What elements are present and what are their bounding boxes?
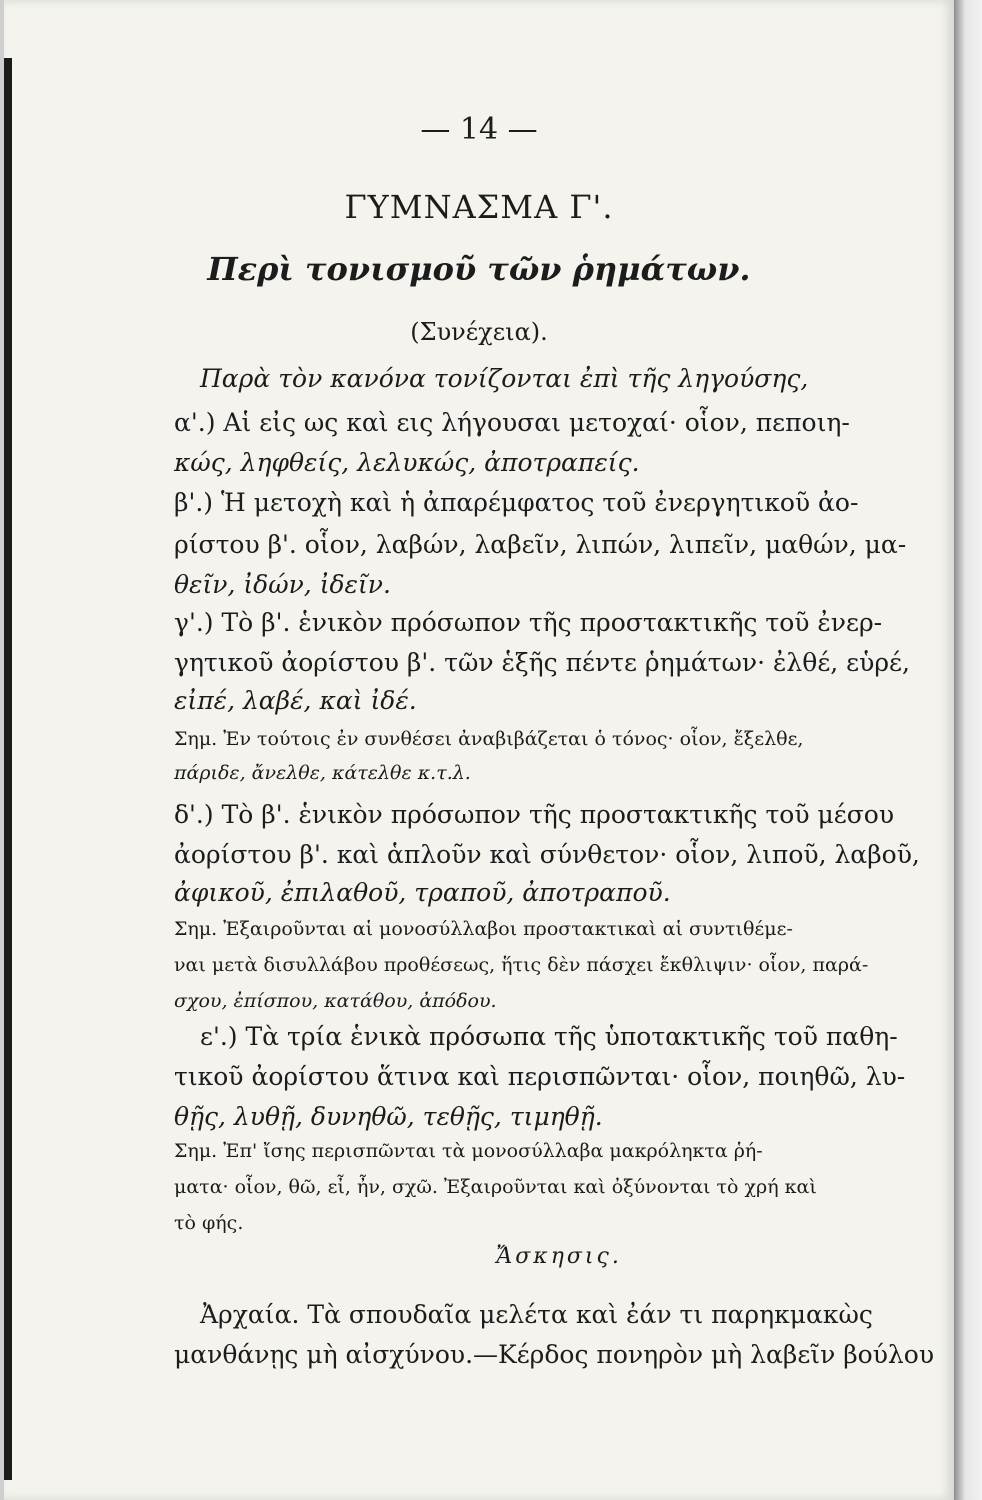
text-line: ἀφικοῦ, ἐπιλαθοῦ, τραποῦ, ἀποτραποῦ. [174,878,671,907]
book-page [4,0,954,1500]
text-line: γ'.) Τὸ β'. ἑνικὸν πρόσωπον τῆς προστακτικῆς τοῦ ἐνερ- [174,608,883,637]
note-line: ναι μετὰ δισυλλάβου προθέσεως, ἥτις δὲν πάσχει ἔκθλιψιν· οἷον, παρά- [174,954,869,976]
page-number: — 14 — [420,112,538,147]
note-line: πάριδε, ἄνελθε, κάτελθε κ.τ.λ. [174,762,471,784]
section-title: Περὶ τονισμοῦ τῶν ῥημάτων. [207,250,751,288]
text-line: γητικοῦ ἀορίστου β'. τῶν ἑξῆς πέντε ῥημάτων· ἐλθέ, εὑρέ, [174,648,910,677]
text-line: δ'.) Τὸ β'. ἑνικὸν πρόσωπον τῆς προστακτικῆς τοῦ μέσου [174,800,895,829]
text-line: ρίστου β'. οἷον, λαβών, λαβεῖν, λιπών, λιπεῖν, μαθών, μα- [174,530,907,559]
book-binding [954,0,982,1500]
exercise-title: Ἄσκησις. [496,1244,622,1269]
note-line: Σημ. Ἐξαιροῦνται αἱ μονοσύλλαβοι προστακτικαὶ αἱ συντιθέμε- [174,918,793,940]
text-line: τικοῦ ἀορίστου ἅτινα καὶ περισπῶνται· οἷον, ποιηθῶ, λυ- [174,1062,906,1091]
note-line: σχου, ἐπίσπου, κατάθου, ἀπόδου. [174,990,497,1012]
note-line: ματα· οἷον, θῶ, εἶ, ἦν, σχῶ. Ἐξαιροῦνται καὶ ὀξύνονται τὸ χρή καὶ [174,1176,817,1198]
text-line: κώς, ληφθείς, λελυκώς, ἀποτραπείς. [174,448,640,477]
text-line: α'.) Αἱ εἰς ως καὶ εις λήγουσαι μετοχαί· οἷον, πεποιη- [174,408,850,437]
note-line: Σημ. Ἐπ' ἴσης περισπῶνται τὰ μονοσύλλαβα μακρόληκτα ῥή- [174,1140,763,1162]
note-line: τὸ φής. [174,1212,244,1234]
exercise-line: Ἀρχαία. Τὰ σπουδαῖα μελέτα καὶ ἐάν τι παρηκμακὼς [200,1300,873,1329]
text-line: θῇς, λυθῇ, δυνηθῶ, τεθῇς, τιμηθῇ. [174,1102,603,1131]
text-line: θεῖν, ἰδών, ἰδεῖν. [174,570,391,599]
text-line: ἀορίστου β'. καὶ ἁπλοῦν καὶ σύνθετον· οἷον, λιποῦ, λαβοῦ, [174,840,920,869]
note-line: Σημ. Ἐν τούτοις ἐν συνθέσει ἀναβιβάζεται ὁ τόνος· οἷον, ἔξελθε, [174,728,804,750]
continuation-note: (Συνέχεια). [410,318,548,346]
text-line: ε'.) Τὰ τρία ἑνικὰ πρόσωπα τῆς ὑποτακτικῆς τοῦ παθη- [200,1022,898,1051]
text-line: β'.) Ἡ μετοχὴ καὶ ἡ ἀπαρέμφατος τοῦ ἐνεργητικοῦ ἀο- [174,488,859,517]
text-line: εἰπέ, λαβέ, καὶ ἰδέ. [174,686,417,715]
exercise-line: μανθάνῃς μὴ αἰσχύνου.—Κέρδος πονηρὸν μὴ λαβεῖν βούλου [174,1340,935,1369]
page-title: ΓΥΜΝΑΣΜΑ Γ'. [344,188,614,226]
text-line: Παρὰ τὸν κανόνα τονίζονται ἐπὶ τῆς ληγούσης, [200,364,809,393]
